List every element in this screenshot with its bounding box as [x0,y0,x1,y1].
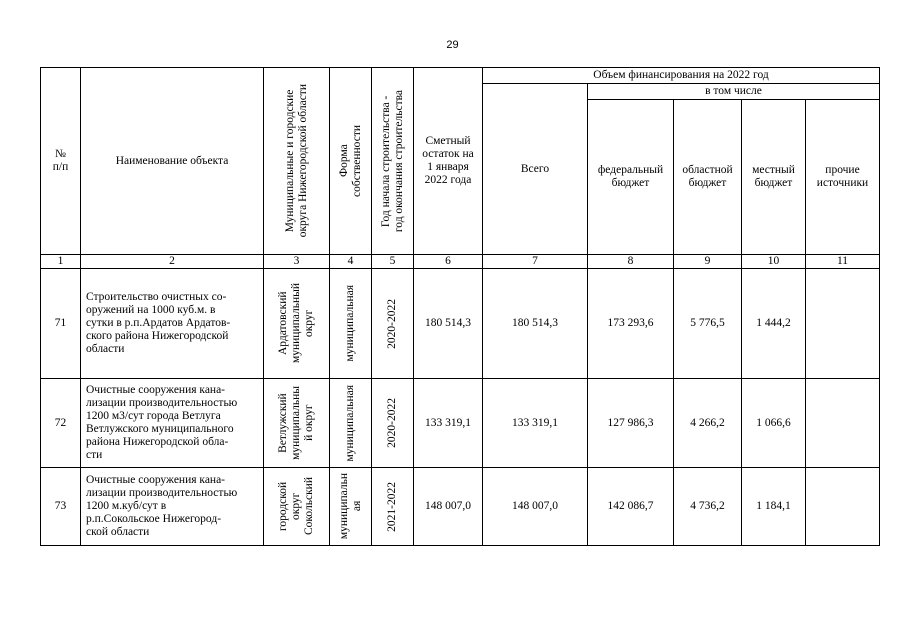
row-federal: 142 086,7 [588,468,674,546]
row-ownership [330,379,372,468]
row-ownership-text: муниципальная [344,384,356,462]
row-other [806,468,880,546]
row-ownership-text: муниципальная [344,285,356,362]
header-funding-group: Объем финансирования на 2022 год [483,68,880,84]
row-total: 133 319,1 [483,379,588,468]
row-years-text: 2020-2022 [386,298,398,349]
header-years-text: Год начала строительства - год окончания строительства [379,89,405,233]
row-num: 72 [41,379,81,468]
header-federal: федеральный бюджет [588,100,674,255]
row-municipality-text: Ардатовский муниципальный округ [277,283,315,364]
row-total: 180 514,3 [483,269,588,379]
row-regional: 4 266,2 [674,379,742,468]
row-municipality-text: Ветлужский муниципальны й округ [277,386,315,460]
row-total: 148 007,0 [483,468,588,546]
column-number: 7 [483,255,588,269]
column-number: 4 [330,255,372,269]
row-local: 1 444,2 [742,269,806,379]
row-name: Очистные сооружения кана- лизации производительностью 1200 м3/сут города Ветлуга Ветлужского муниципального района Нижегородской обла- сти [81,379,264,468]
row-years-text: 2020-2022 [386,398,398,448]
header-row-1 [41,68,880,84]
column-number: 8 [588,255,674,269]
column-number: 11 [806,255,880,269]
row-local: 1 184,1 [742,468,806,546]
column-number: 9 [674,255,742,269]
row-municipality-text: городской округ Сокольский [277,477,315,536]
column-number: 3 [264,255,330,269]
header-other: прочие источники [806,100,880,255]
row-name: Строительство очистных со- оружений на 1000 куб.м. в сутки в р.п.Ардатов Ардатов- ского района Нижегородской области [81,269,264,379]
row-remainder: 180 514,3 [414,269,483,379]
header-municipality-text: Муниципальные и городские округа Нижегородской области [283,84,309,238]
row-years [372,269,414,379]
header-including: в том числе [588,84,880,100]
row-ownership-text: муниципальн ая [337,473,363,540]
header-total: Всего [483,84,588,255]
row-num: 71 [41,269,81,379]
table-row [41,468,880,546]
row-years-text: 2021-2022 [386,481,398,532]
header-local: местный бюджет [742,100,806,255]
table-row [41,379,880,468]
row-municipality [264,379,330,468]
header-ownership [330,68,372,255]
row-years [372,468,414,546]
page-number: 29 [446,39,459,51]
row-num: 73 [41,468,81,546]
row-years [372,379,414,468]
row-local: 1 066,6 [742,379,806,468]
row-ownership [330,269,372,379]
header-municipality [264,68,330,255]
row-municipality [264,468,330,546]
header-name: Наименование объекта [81,68,264,255]
header-ownership-text: Форма собственности [337,125,363,197]
column-number: 2 [81,255,264,269]
column-number: 10 [742,255,806,269]
column-number: 6 [414,255,483,269]
financing-table [40,67,880,546]
column-number: 5 [372,255,414,269]
row-federal: 173 293,6 [588,269,674,379]
row-municipality [264,269,330,379]
column-numbers-row [41,255,880,269]
header-remainder: Сметный остаток на 1 января 2022 года [414,68,483,255]
header-regional: областной бюджет [674,100,742,255]
row-regional: 5 776,5 [674,269,742,379]
header-num: № п/п [41,68,81,255]
row-ownership [330,468,372,546]
header-years [372,68,414,255]
row-federal: 127 986,3 [588,379,674,468]
row-other [806,269,880,379]
column-number: 1 [41,255,81,269]
row-regional: 4 736,2 [674,468,742,546]
table-row [41,269,880,379]
row-other [806,379,880,468]
row-remainder: 133 319,1 [414,379,483,468]
row-remainder: 148 007,0 [414,468,483,546]
row-name: Очистные сооружения кана- лизации производительностью 1200 м.куб/сут в р.п.Сокольское Нижегород- ской области [81,468,264,546]
